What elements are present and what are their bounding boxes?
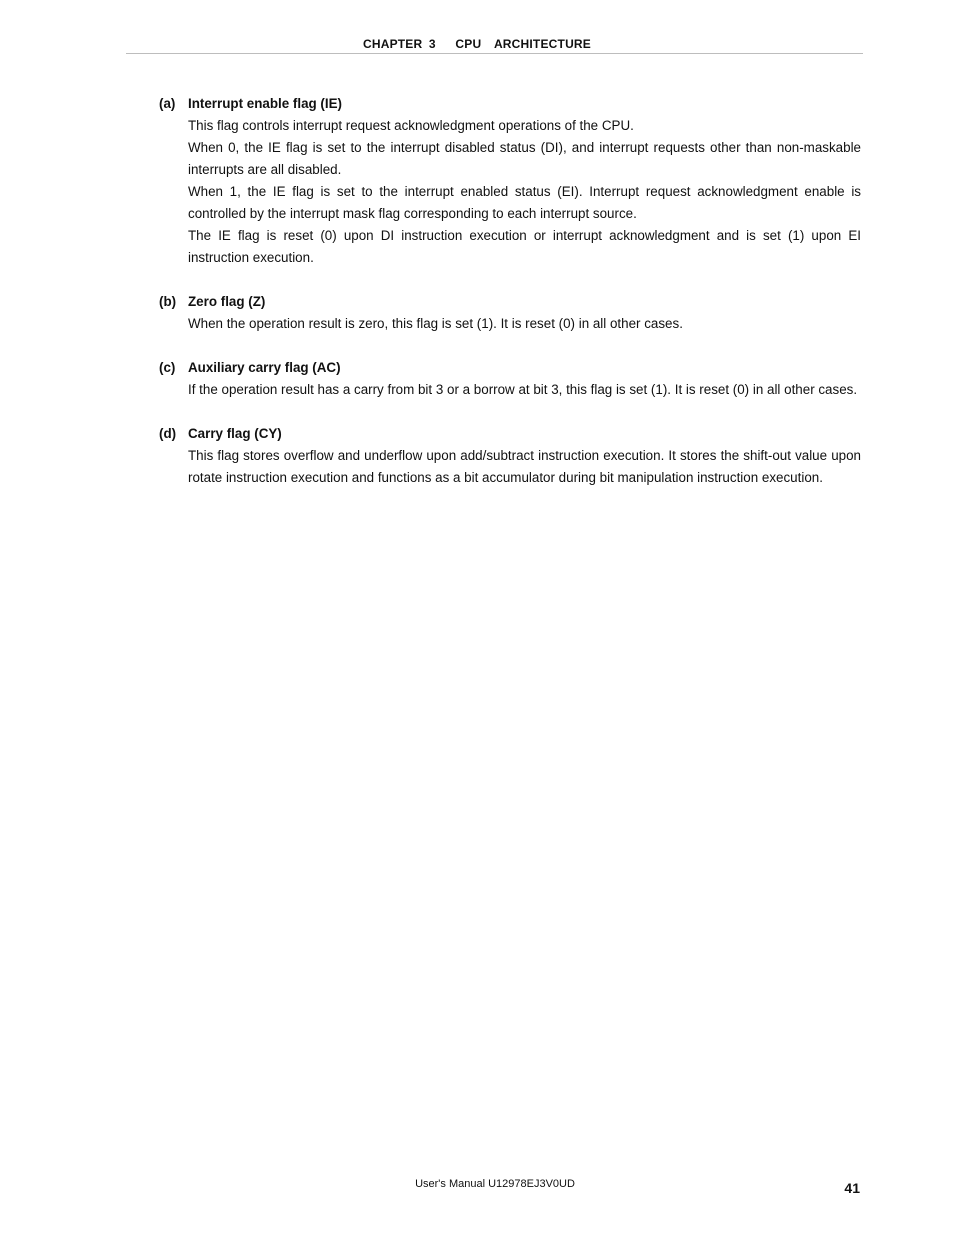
section-title: Interrupt enable flag (IE) xyxy=(188,96,343,111)
section-title: Carry flag (CY) xyxy=(188,426,282,441)
section-letter: (a) xyxy=(159,96,176,111)
running-header: CHAPTER 3 CPU ARCHITECTURE xyxy=(362,37,592,51)
paragraph: When 0, the IE flag is set to the interrupt disabled status (DI), and interrupt requests other than non-maskable interrupts are all disabled. xyxy=(188,140,861,177)
section-auxiliary-carry-flag xyxy=(159,357,861,401)
section-title: Auxiliary carry flag (AC) xyxy=(188,360,341,375)
section-heading xyxy=(159,93,861,115)
page-number: 41 xyxy=(844,1180,860,1196)
section-letter: (c) xyxy=(159,360,176,375)
paragraph: If the operation result has a carry from bit 3 or a borrow at bit 3, this flag is set (1). It is reset (0) in all other cases. xyxy=(188,382,858,397)
page-body xyxy=(159,93,861,511)
section-zero-flag xyxy=(159,291,861,335)
section-letter: (d) xyxy=(159,426,177,441)
paragraph: When the operation result is zero, this flag is set (1). It is reset (0) in all other cases. xyxy=(188,316,683,331)
paragraph: The IE flag is reset (0) upon DI instruction execution or interrupt acknowledgment and is set (1) upon EI instruction execution. xyxy=(188,228,861,265)
header-rule xyxy=(126,53,863,54)
section-heading xyxy=(159,291,861,313)
section-heading xyxy=(159,357,861,379)
footer-manual-id: User's Manual U12978EJ3V0UD xyxy=(415,1178,575,1190)
section-ie-flag xyxy=(159,93,861,269)
section-heading xyxy=(159,423,861,445)
section-carry-flag xyxy=(159,423,861,489)
section-letter: (b) xyxy=(159,294,177,309)
paragraph: When 1, the IE flag is set to the interrupt enabled status (EI). Interrupt request acknowledgment enable is controlled by the interrupt mask flag corresponding to each interrupt source. xyxy=(188,184,861,221)
paragraph: This flag controls interrupt request acknowledgment operations of the CPU. xyxy=(188,118,634,133)
section-title: Zero flag (Z) xyxy=(188,294,266,309)
paragraph: This flag stores overflow and underflow upon add/subtract instruction execution. It stores the shift-out value upon rotate instruction execution and functions as a bit accumulator during bit manipulation instruction execution. xyxy=(188,448,861,485)
